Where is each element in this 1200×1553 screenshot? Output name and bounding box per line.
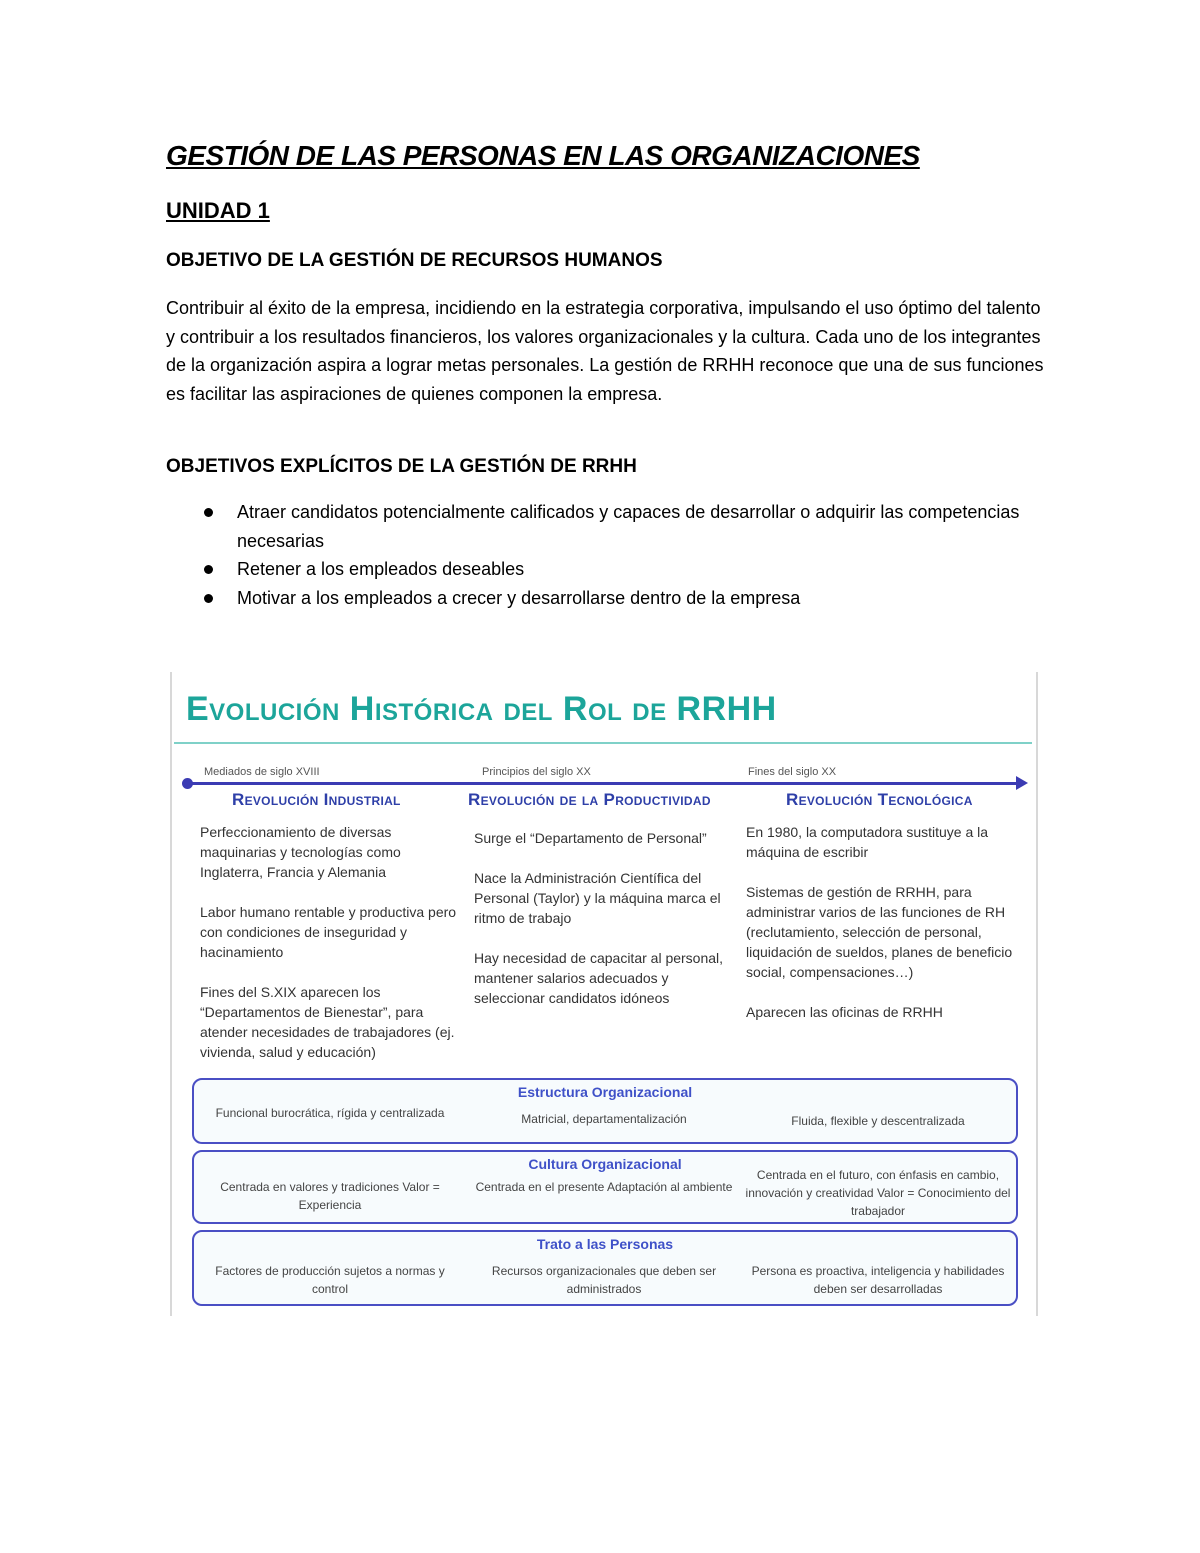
column-text: Sistemas de gestión de RRHH, para administrar varios de las funciones de RH (reclutamiento, selección de personal, liquidación de sueldos, planes de beneficio social, compensaciones…) bbox=[746, 884, 1013, 980]
technology-column bbox=[746, 822, 1018, 1042]
box-cell: Factores de producción sujetos a normas y control bbox=[215, 1264, 445, 1296]
column-text: Surge el “Departamento de Personal” bbox=[474, 830, 707, 846]
timeline-start-icon bbox=[182, 778, 193, 789]
explicit-objectives-heading: OBJETIVOS EXPLÍCITOS DE LA GESTIÓN DE RRHH bbox=[166, 456, 637, 477]
title-divider bbox=[174, 742, 1032, 744]
box-cell: Fluida, flexible y descentralizada bbox=[791, 1114, 965, 1128]
timeline-line bbox=[186, 782, 1020, 785]
box-title: Estructura Organizacional bbox=[517, 1084, 693, 1100]
column-text: Labor humano rentable y productiva pero con condiciones de inseguridad y hacinamiento bbox=[200, 904, 457, 960]
column-text: Perfeccionamiento de diversas maquinarias y tecnologías como Inglaterra, Francia y Alemania bbox=[200, 824, 401, 880]
timeline-arrow-icon bbox=[1016, 776, 1028, 790]
productivity-column bbox=[474, 828, 728, 1028]
revolution-title: Revolución Industrial bbox=[232, 790, 401, 809]
objectives-list bbox=[200, 498, 1020, 612]
industrial-column bbox=[200, 822, 462, 1082]
document-title: GESTIÓN DE LAS PERSONAS EN LAS ORGANIZACIONES bbox=[166, 140, 920, 171]
era-label: Principios del siglo XX bbox=[482, 766, 591, 778]
structure-box bbox=[192, 1078, 1018, 1144]
box-title: Cultura Organizacional bbox=[528, 1156, 682, 1172]
box-cell: Recursos organizacionales que deben ser administrados bbox=[491, 1264, 717, 1296]
column-text: Nace la Administración Científica del Personal (Taylor) y la máquina marca el ritmo de trabajo bbox=[474, 870, 721, 926]
box-cell: Persona es proactiva, inteligencia y habilidades deben ser desarrolladas bbox=[751, 1264, 1005, 1296]
era-label: Mediados de siglo XVIII bbox=[204, 766, 320, 778]
box-cell: Matricial, departamentalización bbox=[521, 1112, 687, 1126]
list-item: Motivar a los empleados a crecer y desarrollarse dentro de la empresa bbox=[200, 584, 1020, 613]
treatment-box bbox=[192, 1230, 1018, 1306]
box-title: Trato a las Personas bbox=[536, 1236, 674, 1252]
box-cell: Centrada en el futuro, con énfasis en cambio, innovación y creatividad Valor = Conocimiento del trabajador bbox=[745, 1168, 1011, 1218]
list-item: Retener a los empleados deseables bbox=[200, 555, 1020, 584]
column-text: Hay necesidad de capacitar al personal, mantener salarios adecuados y seleccionar candidatos idóneos bbox=[474, 950, 724, 1006]
historical-evolution-figure bbox=[170, 672, 1038, 1316]
objective-paragraph: Contribuir al éxito de la empresa, incidiendo en la estrategia corporativa, impulsando el uso óptimo del talento y contribuir a los resultados financieros, los valores organizacionales y la cultura. Cada uno de los integrantes de la organización aspira a lograr metas personales. La gestión de RRHH reconoce que una de sus funciones es facilitar las aspiraciones de quienes componen la empresa. bbox=[166, 298, 1044, 404]
column-text: En 1980, la computadora sustituye a la máquina de escribir bbox=[746, 824, 989, 860]
box-cell: Centrada en valores y tradiciones Valor = Experiencia bbox=[220, 1180, 440, 1212]
bullet-icon bbox=[204, 594, 213, 603]
revolution-title: Revolución de la Productividad bbox=[468, 790, 711, 809]
objective-heading: OBJETIVO DE LA GESTIÓN DE RECURSOS HUMANOS bbox=[166, 250, 663, 271]
box-cell: Centrada en el presente Adaptación al ambiente bbox=[475, 1180, 733, 1194]
figure-title: Evolución Histórica del Rol de RRHH bbox=[186, 690, 777, 728]
bullet-icon bbox=[204, 508, 213, 517]
unit-heading: UNIDAD 1 bbox=[166, 198, 270, 223]
list-item: Atraer candidatos potencialmente calificados y capaces de desarrollar o adquirir las competencias necesarias bbox=[200, 498, 1020, 555]
era-label: Fines del siglo XX bbox=[748, 766, 837, 778]
revolution-title: Revolución Tecnológica bbox=[786, 790, 973, 809]
culture-box bbox=[192, 1150, 1018, 1224]
column-text: Aparecen las oficinas de RRHH bbox=[746, 1004, 943, 1020]
column-text: Fines del S.XIX aparecen los “Departamentos de Bienestar”, para atender necesidades de trabajadores (ej. vivienda, salud y educación) bbox=[200, 984, 455, 1060]
box-cell: Funcional burocrática, rígida y centralizada bbox=[215, 1106, 445, 1120]
bullet-icon bbox=[204, 565, 213, 574]
